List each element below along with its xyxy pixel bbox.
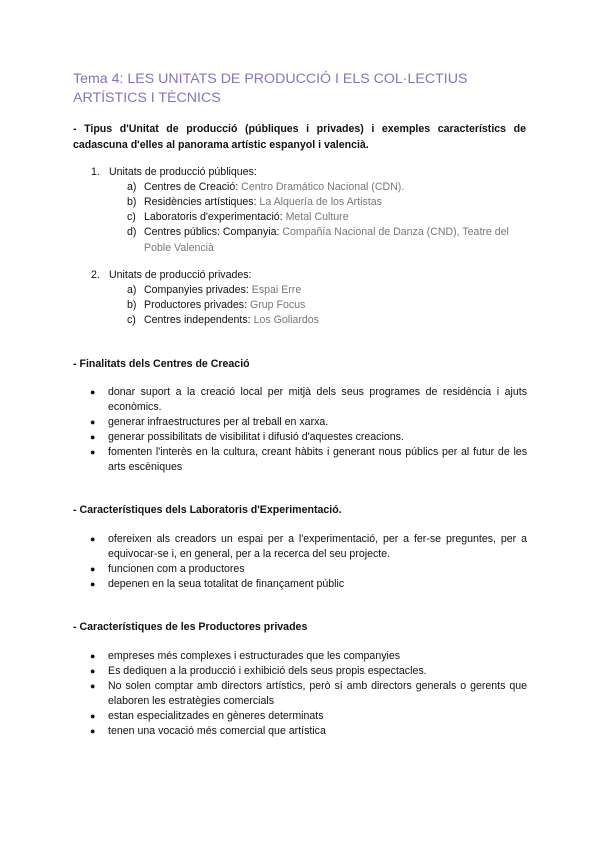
item-example: Centro Dramático Nacional (CDN). — [241, 181, 405, 193]
item-example: Grup Focus — [250, 299, 306, 311]
item-example: La Alquería de los Artistas — [259, 196, 382, 208]
bullet-icon: ● — [90, 726, 96, 736]
bullet-text: ofereixen als creadors un espai per a l'experimentació, per a fer-se preguntes, per a equivocar-se i, en general, per a la recerca del seu projecte. — [108, 533, 527, 560]
bullet-icon: ● — [90, 432, 96, 442]
list-letter: b) — [127, 196, 137, 208]
bullet-text: empreses més complexes i estructurades que les companyies — [108, 650, 401, 662]
list-item — [90, 385, 527, 415]
list-heading-private — [91, 268, 252, 283]
item-label: Centres independents: — [144, 314, 251, 326]
bullet-icon: ● — [90, 711, 96, 721]
bullet-text: fomenten l'interès en la cultura, creant hàbits i generant nous públics per al futur de les arts escèniques — [108, 446, 527, 473]
page-title: Tema 4: LES UNITATS DE PRODUCCIÓ I ELS COL·LECTIUS ARTÍSTICS I TÈCNICS — [73, 71, 468, 106]
item-label: Centres de Creació: — [144, 181, 239, 193]
section-heading-finalitats: - Finalitats dels Centres de Creació — [73, 358, 250, 370]
item-label: Centres públics: Companyia: — [144, 226, 280, 238]
list-item — [127, 225, 527, 256]
list-item — [127, 195, 527, 211]
list-item — [90, 577, 527, 592]
bullet-text: depenen en la seua totalitat de finançament públic — [108, 578, 345, 590]
item-label: Companyies privades: — [144, 284, 249, 296]
list-item — [127, 210, 527, 226]
list-item — [90, 724, 527, 739]
list-item — [90, 709, 527, 724]
list-heading-text: Unitats de producció públiques: — [109, 166, 257, 178]
list-letter: b) — [127, 299, 137, 311]
item-example: Compañía Nacional de Danza (CND), Teatre del Poble Valencià — [144, 226, 509, 254]
list-item — [90, 445, 527, 475]
list-item — [90, 649, 527, 664]
bullet-text: donar suport a la creació local per mitjà dels seus programes de residència i ajuts econòmics. — [108, 386, 527, 413]
list-letter: a) — [127, 181, 137, 193]
list-item — [127, 298, 527, 314]
bullet-text: funcionen com a productores — [108, 563, 245, 575]
bullet-text: generar possibilitats de visibilitat i difusió d'aquestes creacions. — [108, 431, 404, 443]
list-item — [90, 664, 527, 679]
list-item — [90, 415, 527, 430]
list-number: 2. — [91, 269, 100, 281]
bullet-icon: ● — [90, 681, 96, 691]
bullet-icon: ● — [90, 417, 96, 427]
list-item — [90, 532, 527, 562]
list-letter: c) — [127, 211, 136, 223]
section-heading-laboratoris: - Característiques dels Laboratoris d'Experimentació. — [73, 504, 342, 516]
item-example: Metal Culture — [285, 211, 349, 223]
section-heading-productores: - Característiques de les Productores privades — [73, 621, 308, 633]
bullet-text: No solen comptar amb directors artístics, però sí amb directors generals o gerents que elaboren les estratègies comercials — [108, 680, 527, 707]
bullet-icon: ● — [90, 564, 96, 574]
list-letter: c) — [127, 314, 136, 326]
bullet-text: Es dediquen a la producció i exhibició dels seus propis espectacles. — [108, 665, 427, 677]
list-item — [127, 283, 527, 299]
list-heading-public — [91, 165, 257, 180]
item-example: Los Goliardos — [253, 314, 319, 326]
bullet-icon: ● — [90, 447, 96, 457]
item-label: Laboratoris d'experimentació: — [144, 211, 283, 223]
bullet-icon: ● — [90, 534, 96, 544]
bullet-icon: ● — [90, 579, 96, 589]
bullet-text: generar infraestructures per al treball en xarxa. — [108, 416, 329, 428]
list-item — [90, 430, 527, 445]
bullet-icon: ● — [90, 666, 96, 676]
item-example: Espai Erre — [251, 284, 302, 296]
intro-paragraph: - Tipus d'Unitat de producció (públiques i privades) i exemples característics de cadascuna d'elles al panorama artístic espanyol i valencià. — [73, 123, 526, 151]
list-item — [90, 562, 527, 577]
item-label: Productores privades: — [144, 299, 248, 311]
list-number: 1. — [91, 166, 100, 178]
item-label: Residències artístiques: — [144, 196, 257, 208]
bullet-icon: ● — [90, 387, 96, 397]
list-letter: a) — [127, 284, 137, 296]
list-item — [127, 180, 527, 196]
list-item — [90, 679, 527, 709]
bullet-text: tenen una vocació més comercial que artística — [108, 725, 326, 737]
list-letter: d) — [127, 226, 137, 238]
bullet-icon: ● — [90, 651, 96, 661]
list-item — [127, 313, 527, 329]
list-heading-text: Unitats de producció privades: — [109, 269, 252, 281]
bullet-text: estan especialitzades en gèneres determinats — [108, 710, 324, 722]
